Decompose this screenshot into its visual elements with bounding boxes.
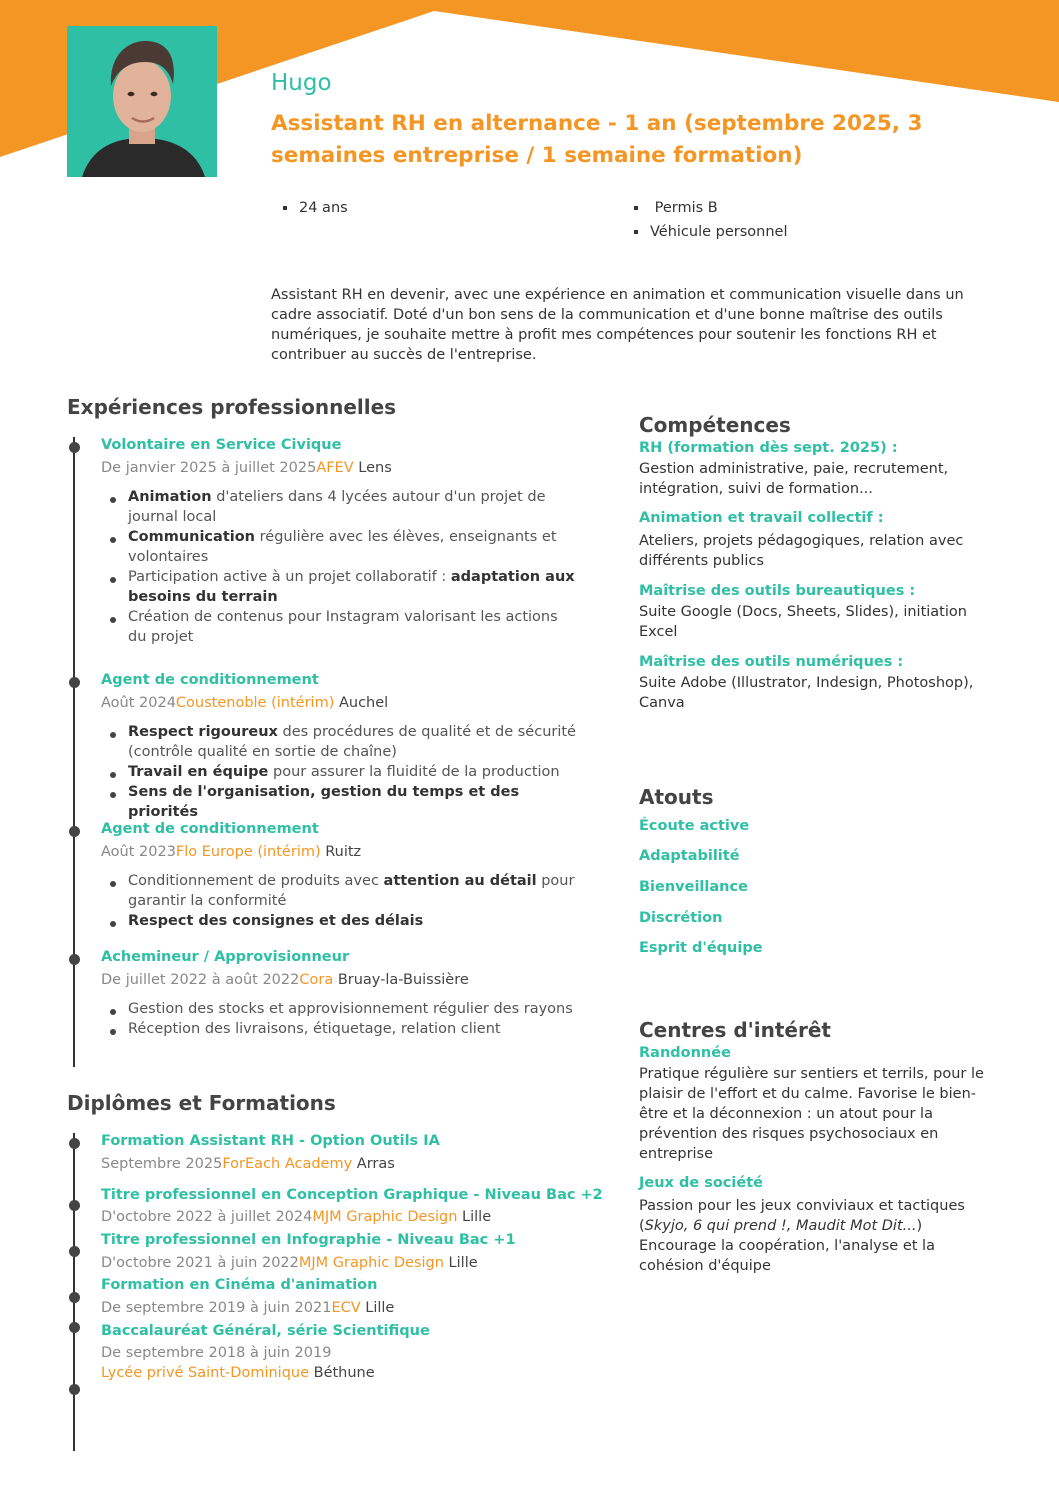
square-bullet-icon — [283, 206, 287, 210]
job-title: Assistant RH en alternance - 1 an (septembre 2025, 3 semaines entreprise / 1 semaine formation) — [271, 111, 923, 168]
timeline-dot-icon — [69, 954, 80, 965]
strength-item: Écoute active — [639, 818, 750, 834]
list-item: Communication régulière avec les élèves, enseignants et volontaires — [128, 527, 578, 567]
square-bullet-icon — [634, 230, 638, 234]
experience-meta: De janvier 2025 à juillet 2025AFEV Lens — [101, 460, 392, 476]
experience-title: Agent de conditionnement — [101, 821, 319, 837]
profile-summary: Assistant RH en devenir, avec une expérience en animation et communication visuelle dans un cadre associatif. Doté d'un bon sens de la communication et d'une bonne maîtrise des outils numériques, je souhaite mettre à profit mes compétences pour soutenir les fonctions RH et contribuer au succès de l'entreprise. — [271, 287, 964, 363]
candidate-name: Hugo — [271, 70, 332, 96]
education-meta: De septembre 2018 à juin 2019 — [101, 1345, 332, 1361]
interest-text: Pratique régulière sur sentiers et terrils, pour le plaisir de l'effort et du calme. Favorise le bien-être et la déconnexion : un atout pour la prévention des risques psychosociaux en entreprise — [639, 1066, 984, 1162]
experience-bullets — [128, 999, 578, 1039]
timeline-dot-icon — [69, 677, 80, 688]
list-item: Création de contenus pour Instagram valorisant les actions du projet — [128, 607, 578, 647]
strength-item: Bienveillance — [639, 879, 748, 895]
experience-title: Agent de conditionnement — [101, 672, 319, 688]
timeline-dot-icon — [69, 1292, 80, 1303]
education-title: Baccalauréat Général, série Scientifique — [101, 1323, 430, 1339]
education-school: Lycée privé Saint-Dominique Béthune — [101, 1365, 375, 1381]
list-item: Respect des consignes et des délais — [128, 911, 578, 931]
experience-bullets — [128, 487, 578, 647]
education-title: Titre professionnel en Infographie - Niveau Bac +1 — [101, 1232, 516, 1248]
experience-title: Volontaire en Service Civique — [101, 437, 342, 453]
section-title-skills: Compétences — [639, 413, 791, 437]
experience-bullets — [128, 722, 578, 822]
timeline-dot-icon — [69, 1246, 80, 1257]
timeline-dot-icon — [69, 1200, 80, 1211]
section-title-education: Diplômes et Formations — [67, 1091, 336, 1115]
skill-title: Animation et travail collectif : — [639, 510, 884, 526]
list-item: Participation active à un projet collaboratif : adaptation aux besoins du terrain — [128, 567, 578, 607]
info-permit: Permis B — [634, 200, 718, 216]
skill-title: Maîtrise des outils bureautiques : — [639, 583, 916, 599]
skill-text: Suite Adobe (Illustrator, Indesign, Photoshop), Canva — [639, 675, 974, 711]
experience-meta: Août 2023Flo Europe (intérim) Ruitz — [101, 844, 362, 860]
experience-meta: De juillet 2022 à août 2022Cora Bruay-la-Buissière — [101, 972, 469, 988]
experience-title: Achemineur / Approvisionneur — [101, 949, 350, 965]
timeline-dot-icon — [69, 826, 80, 837]
skill-text: Ateliers, projets pédagogiques, relation avec différents publics — [639, 533, 964, 569]
strength-item: Discrétion — [639, 910, 723, 926]
education-title: Formation Assistant RH - Option Outils IA — [101, 1133, 440, 1149]
skill-text: Suite Google (Docs, Sheets, Slides), initiation Excel — [639, 604, 967, 640]
timeline-dot-icon — [69, 1384, 80, 1395]
timeline-dot-icon — [69, 442, 80, 453]
section-title-interests: Centres d'intérêt — [639, 1018, 831, 1042]
skill-text: Gestion administrative, paie, recrutement, intégration, suivi de formation... — [639, 461, 949, 497]
education-meta: Septembre 2025ForEach Academy Arras — [101, 1156, 395, 1172]
timeline-dot-icon — [69, 1138, 80, 1149]
info-vehicle: Véhicule personnel — [634, 224, 788, 240]
experience-bullets — [128, 871, 578, 931]
list-item: Gestion des stocks et approvisionnement régulier des rayons — [128, 999, 578, 1019]
section-title-experience: Expériences professionnelles — [67, 395, 397, 419]
education-meta: D'octobre 2022 à juillet 2024MJM Graphic Design Lille — [101, 1209, 492, 1225]
interest-title: Jeux de société — [639, 1175, 763, 1191]
education-meta: D'octobre 2021 à juin 2022MJM Graphic Design Lille — [101, 1255, 478, 1271]
interest-title: Randonnée — [639, 1045, 731, 1061]
strength-item: Adaptabilité — [639, 848, 740, 864]
square-bullet-icon — [634, 206, 638, 210]
section-title-strengths: Atouts — [639, 785, 714, 809]
list-item: Conditionnement de produits avec attention au détail pour garantir la conformité — [128, 871, 578, 911]
profile-photo — [67, 26, 217, 177]
list-item: Respect rigoureux des procédures de qualité et de sécurité (contrôle qualité en sortie de chaîne) — [128, 722, 578, 762]
list-item: Animation d'ateliers dans 4 lycées autour d'un projet de journal local — [128, 487, 578, 527]
experience-meta: Août 2024Coustenoble (intérim) Auchel — [101, 695, 389, 711]
timeline-dot-icon — [69, 1322, 80, 1333]
skill-title: RH (formation dès sept. 2025) : — [639, 440, 898, 456]
interest-text: Passion pour les jeux conviviaux et tactiques (Skyjo, 6 qui prend !, Maudit Mot Dit...) Encourage la coopération, l'analyse et la cohésion d'équipe — [639, 1198, 965, 1274]
info-age: 24 ans — [283, 200, 348, 216]
list-item: Réception des livraisons, étiquetage, relation client — [128, 1019, 578, 1039]
list-item: Sens de l'organisation, gestion du temps et des priorités — [128, 782, 578, 822]
education-title: Titre professionnel en Conception Graphique - Niveau Bac +2 — [101, 1187, 603, 1203]
skill-title: Maîtrise des outils numériques : — [639, 654, 904, 670]
education-meta: De septembre 2019 à juin 2021ECV Lille — [101, 1300, 395, 1316]
experience-timeline — [73, 437, 75, 1067]
education-title: Formation en Cinéma d'animation — [101, 1277, 378, 1293]
strength-item: Esprit d'équipe — [639, 940, 763, 956]
list-item: Travail en équipe pour assurer la fluidité de la production — [128, 762, 578, 782]
